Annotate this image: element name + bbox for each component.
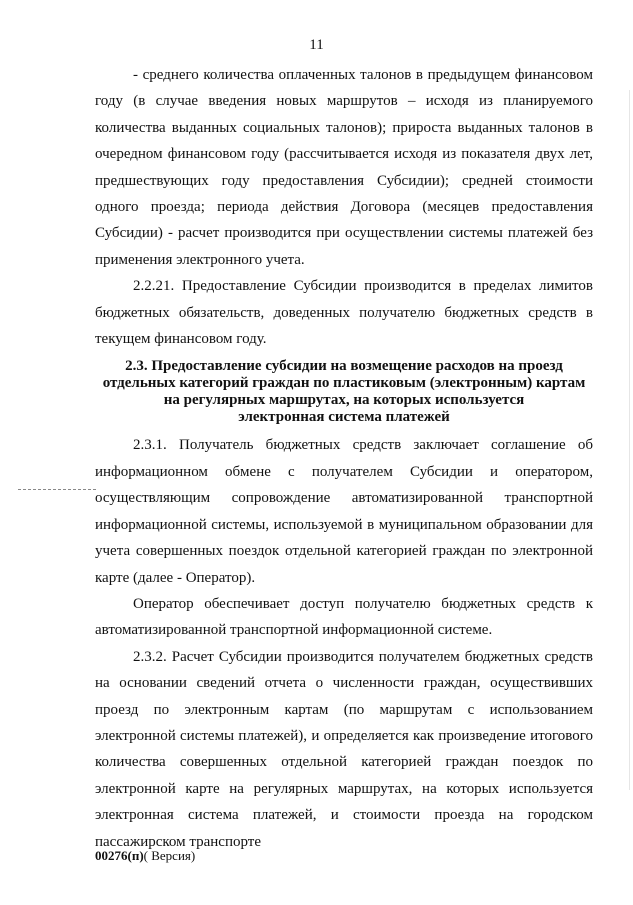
scan-edge-line <box>629 90 630 790</box>
scan-margin-mark <box>18 489 96 490</box>
section-heading-line: на регулярных маршрутах, на которых используется <box>163 392 525 409</box>
document-body <box>95 62 593 855</box>
document-code: 00276(п) <box>95 848 144 863</box>
paragraph-2-3-1: 2.3.1. Получатель бюджетных средств заключает соглашение об информационном обмене с получателем Субсидии и оператором, осуществляющим сопровождение автоматизированной транспортной информационной системы, используемой в муниципальном образовании для учета совершенных поездок отдельной категорией граждан по электронной карте (далее - Оператор). <box>95 437 593 586</box>
paragraph-2-3-2: 2.3.2. Расчет Субсидии производится получателем бюджетных средств на основании сведений отчета о численности граждан, осуществивших проезд по электронным картам (по маршрутам с использованием электронной системы платежей), и определяется как произведение итогового количества совершенных отдельной категорией граждан поездок по электронной карте на регулярных маршрутах, на которых используется электронная система платежей, и стоимости проезда на городском пассажирском транспорте <box>95 648 593 850</box>
section-heading-line: электронная система платежей <box>238 409 450 426</box>
section-heading-2-3 <box>95 358 593 426</box>
document-version: ( Версия) <box>143 848 196 863</box>
section-heading-line: 2.3. Предоставление субсидии на возмещение расходов на проезд <box>125 358 563 375</box>
paragraph-2-2-21: 2.2.21. Предоставление Субсидии производится в пределах лимитов бюджетных обязательств, доведенных получателю бюджетных средств в текущем финансовом году. <box>95 278 593 348</box>
page-number: 11 <box>309 37 324 53</box>
page-footer <box>95 848 195 864</box>
paragraph-average-tickets: - среднего количества оплаченных талонов в предыдущем финансовом году (в случае введения новых маршрутов – исходя из планируемого количества выданных социальных талонов); прироста выданных талонов в очередном финансовом году (рассчитывается исходя из показателя двух лет, предшествующих году предоставления Субсидии); средней стоимости одного проезда; периода действия Договора (месяцев предоставления Субсидии) - расчет производится при осуществлении системы платежей без применения электронного учета. <box>95 67 593 268</box>
paragraph-operator-access: Оператор обеспечивает доступ получателю бюджетных средств к автоматизированной транспортной информационной системе. <box>95 595 593 639</box>
section-heading-line: отдельных категорий граждан по пластиковым (электронным) картам <box>102 375 586 392</box>
